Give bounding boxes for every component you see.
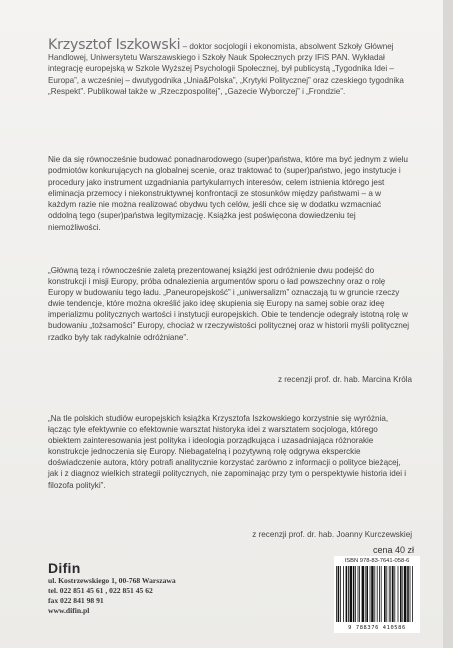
- publisher-address: ul. Kostrzewskiego 1, 00-768 Warszawa: [48, 576, 176, 585]
- review-quote-2: „Na tle polskich studiów europejskich książka Krzysztofa Iszkowskiego korzystnie się wyróżnia, łącząc tyle efektywnie co efektownie warsztat historyka idei z warsztatem socjologa, którego obiektem zainteresowania jest polityka i ideologia porządkująca i uzasadniająca różnorakie konstrukcje jednoczenia się Europy. Niebagatelną i pozytywną rolę odgrywa eksperckie doświadczenie autora, który potrafi analitycznie korzystać zarówno z informacji o polityce bieżącej, jak i z diagnoz wielkich strategii politycznych, nie zapominając przy tym o perspektywie historia idei i filozofa polityki”.: [48, 414, 407, 490]
- publisher-website: www.difin.pl: [48, 606, 90, 615]
- review-source-2: z recenzji prof. dr. hab. Joanny Kurczewskiej: [252, 530, 412, 539]
- publisher-fax: fax 022 841 98 91: [48, 596, 104, 605]
- publisher-phone: tel. 022 851 45 61 , 022 851 45 62: [48, 586, 153, 595]
- publisher-logo: Difin: [48, 560, 81, 576]
- isbn-label: ISBN 978-83-7641-058-6: [344, 558, 410, 564]
- author-bio-text: – doktor socjologii i ekonomista, absolwent Szkoły Głównej Handlowej, Uniwersytetu Warszawskiego i Szkoły Nauk Społecznych przy IFiS PAN. Wykładał integrację europejską w Szkole Wyższej Psychologii Społecznej, był publicystą „Tygodnika Idei – Europa”, a wcześniej – dwutygodnika „Unia&Polska”, „Krytyki Politycznej” oraz czeskiego tygodnika „Respekt”. Publikował także w „Rzeczpospolitej”, „Gazecie Wyborczej” i „Frondzie”.: [48, 42, 404, 96]
- review-source-1: z recenzji prof. dr. hab. Marcina Króla: [277, 375, 412, 384]
- barcode: [334, 556, 420, 633]
- price-label: cena 40 zł: [372, 545, 414, 555]
- author-bio: [48, 37, 410, 97]
- book-description: Nie da się równocześnie budować ponadnarodowego (super)państwa, które ma być jednym z wielu podmiotów konkurujących na globalnej scenie, oraz traktować to (super)państwo, jego instytucje i procedury jako instrument uzgadniania partykularnych interesów, celem istnienia którego jest eliminacja przemocy i niekonstruktywnej konfrontacji ze stosunków między państwami – a w każdym razie nie można realizować obydwu tych celów, jeśli chce się w dodatku wzmacniać oddolną tego (super)państwa legitymizację. Książka jest poświęcona dowiedzeniu tej niemożliwości.: [48, 155, 408, 232]
- barcode-bars: [334, 566, 414, 624]
- author-name: Krzysztof Iszkowski: [48, 37, 181, 53]
- publisher-block: [48, 560, 248, 616]
- barcode-digits: 9 788376 410586: [348, 625, 406, 631]
- review-quote-1: „Główną tezą i równocześnie zaletą prezentowanej książki jest odróżnienie dwu podejść do konstrukcji i misji Europy, próba odnalezienia argumentów sporu o ład powszechny oraz o rolę Europy w budowaniu tego ładu. „Paneuropejskość” i „uniwersalizm” oznaczają tu w gruncie rzeczy dwie tendencje, które można określić jako ideę skupienia się Europy na samej sobie oraz ideę imperializmu politycznych wartości i instytucji europejskich. Obie te tendencje odegrały istotną rolę w budowaniu „tożsamości” Europy, chociaż w rzeczywistości politycznej oraz w historii myśli politycznej rzadko były tak radykalnie odróżniane”.: [48, 266, 410, 342]
